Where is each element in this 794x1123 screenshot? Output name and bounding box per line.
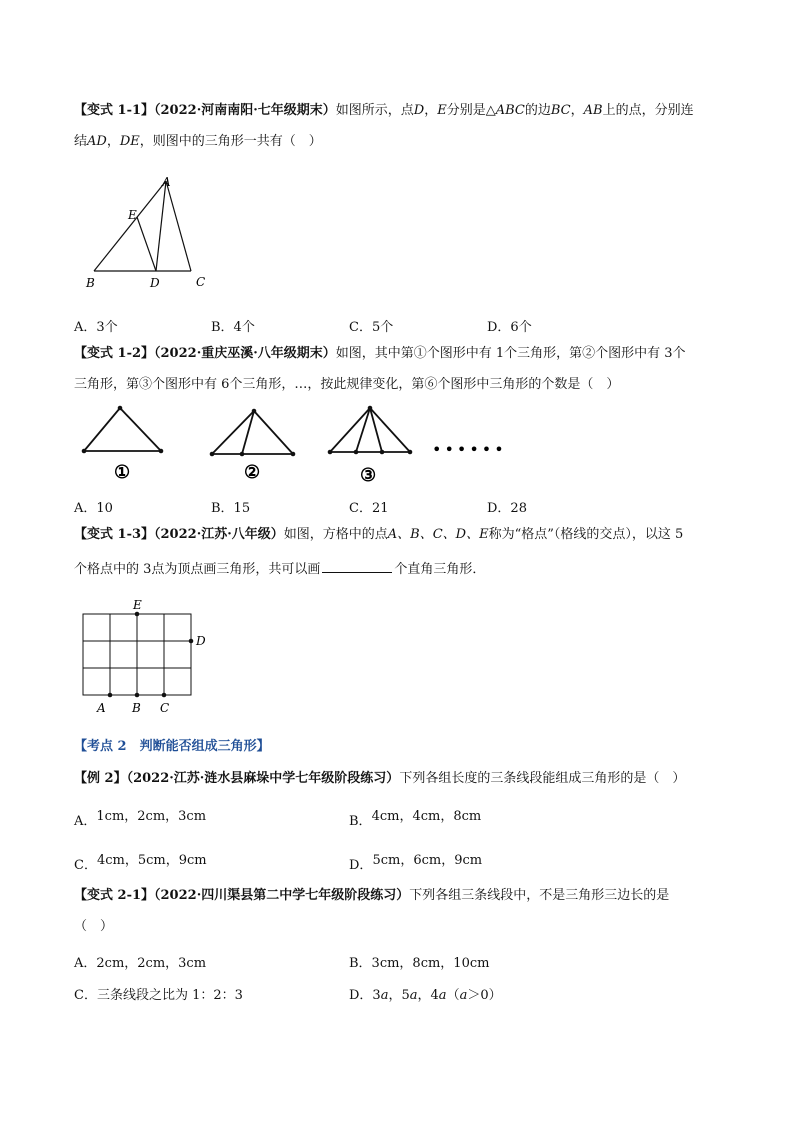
- q2-1-option-a: A．2cm，2cm，3cm: [74, 956, 207, 971]
- question-1-1-line1: 【变式 1-1】（2022·河南南阳·七年级期末）如图所示，点D，E分别是△ABC的边BC，AB上的点，分别连: [74, 103, 694, 118]
- topic-2-heading: 【考点 2 判断能否组成三角形】: [74, 739, 270, 754]
- grid-label-C: C: [160, 701, 170, 715]
- question-2-1-paren: （ ）: [74, 919, 114, 934]
- example-2-question: 【例 2】（2022·江苏·涟水县麻垛中学七年级阶段练习）下列各组长度的三条线段能组成三角形的是（ ）: [74, 771, 686, 786]
- grid-label-B: B: [132, 701, 141, 715]
- question-2-1-line1: 【变式 2-1】（2022·四川渠县第二中学七年级阶段练习）下列各组三条线段中，不是三角形三边长的是: [74, 888, 670, 903]
- triangle-abc-figure: [80, 170, 220, 295]
- q2-1-option-b: B．3cm，8cm，10cm: [349, 956, 490, 971]
- question-1-2-line2: 三角形，第③个图形中有 6个三角形，…，按此规律变化，第⑥个图形中三角形的个数是（ ）: [74, 377, 620, 392]
- q1-2-option-b: B．15: [211, 501, 251, 516]
- q1-2-option-c: C．21: [349, 501, 389, 516]
- ellipsis-dots: ••••••: [432, 440, 507, 459]
- q1-1-option-b: B．4个: [211, 320, 255, 335]
- question-1-2-line1: 【变式 1-2】（2022·重庆巫溪·八年级期末）如图，其中第①个图形中有 1个三角形，第②个图形中有 3个: [74, 346, 686, 361]
- q1-2-option-a: A．10: [74, 501, 113, 516]
- figure-label-2: ②: [244, 462, 261, 483]
- ex2-option-d: D．5cm，6cm，9cm: [349, 853, 483, 873]
- q2-1-option-c: C．三条线段之比为 1：2：3: [74, 988, 243, 1003]
- question-1-3-line2: 个格点中的 3点为顶点画三角形，共可以画 个直角三角形．: [74, 562, 486, 577]
- figure-label-3: ③: [360, 465, 377, 485]
- grid-label-D: D: [196, 634, 206, 648]
- figure-label-1: ①: [114, 462, 131, 483]
- q1-1-option-a: A．3个: [74, 320, 118, 335]
- q1-2-option-d: D．28: [487, 501, 527, 516]
- ex2-option-b: B．4cm，4cm，8cm: [349, 809, 482, 829]
- ex2-option-c: C．4cm，5cm，9cm: [74, 853, 207, 873]
- label-D: D: [150, 276, 160, 290]
- q1-1-option-d: D．6个: [487, 320, 532, 335]
- question-1-3-line1: 【变式 1-3】（2022·江苏·八年级）如图，方格中的点A、B、C、D、E称为“格点”（格线的交点），以这 5: [74, 527, 684, 542]
- answer-blank[interactable]: [322, 560, 392, 573]
- question-1-1-line2: 结AD，DE，则图中的三角形一共有（ ）: [74, 134, 322, 149]
- grid-label-A: A: [97, 701, 106, 715]
- label-E: E: [128, 208, 137, 222]
- grid-label-E: E: [133, 598, 142, 612]
- label-C: C: [196, 275, 206, 289]
- q1-1-option-c: C．5个: [349, 320, 394, 335]
- q2-1-option-d: D．3a，5a，4a（a＞0）: [349, 988, 502, 1003]
- triangle-sequence-figure: [74, 400, 514, 485]
- label-B: B: [86, 276, 95, 290]
- label-A: A: [162, 175, 171, 189]
- grid-points-figure: [74, 595, 224, 720]
- ex2-option-a: A．1cm，2cm，3cm: [74, 809, 207, 829]
